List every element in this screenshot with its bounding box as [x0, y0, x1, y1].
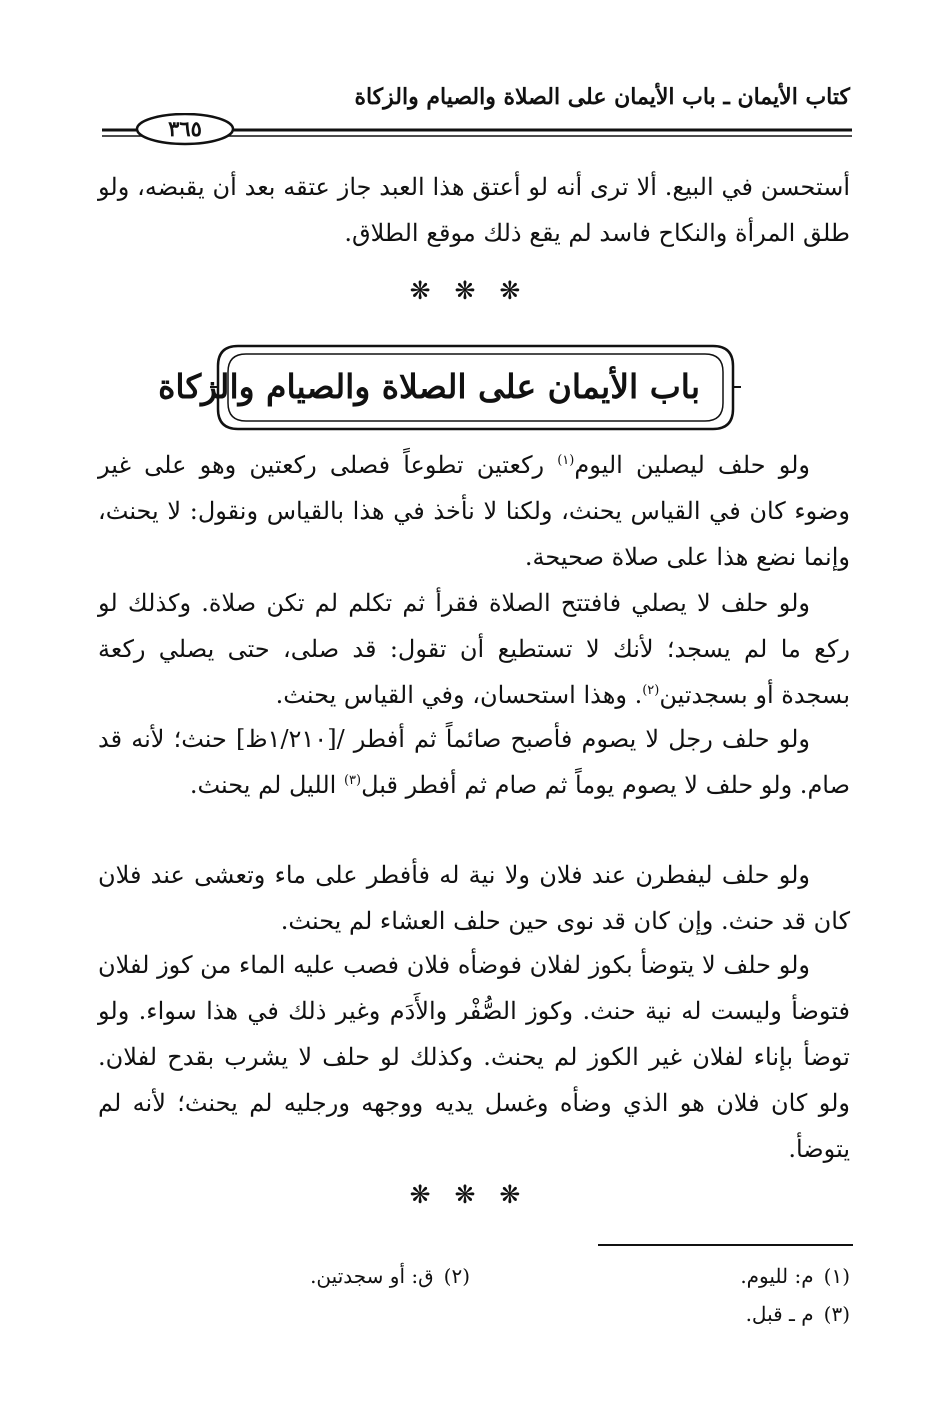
footnote-3 [746, 1300, 850, 1328]
paragraph-3-text-b: الليل لم يحنث. [189, 771, 344, 799]
footnote-ref-1: (١) [557, 453, 575, 468]
paragraph-1 [98, 442, 850, 580]
footnote-ref-2: (٢) [642, 683, 660, 698]
paragraph-1-text-b: ركعتين تطوعاً فصلى ركعتين وهو على غير وضوء كان في القياس يحنث، ولكنا لا نأخذ في هذا بالقياس ونقول: لا يحنث، وإنما نضع هذا على صلاة صحيحة. [98, 451, 850, 571]
footnote-text: ق: أو سجدتين. [310, 1264, 434, 1288]
paragraph-2 [98, 580, 850, 718]
section-separator-ornament: ❋ ❋ ❋ [409, 1180, 529, 1209]
section-separator-ornament: ❋ ❋ ❋ [409, 276, 529, 305]
footnote-number: (٢) [443, 1264, 470, 1288]
paragraph-1-text-a: ولو حلف ليصلين اليوم [574, 451, 810, 479]
paragraph-2-text-a: ولو حلف لا يصلي فافتتح الصلاة فقرأ ثم تكلم لم تكن صلاة. وكذلك لو ركع ما لم يسجد؛ لأنك لا تستطيع أن تقول: قد صلى، حتى يصلي ركعة بسجدة أو بسجدتين [98, 589, 850, 709]
chapter-title: باب الأيمان على الصلاة والصيام والزكاة [158, 367, 700, 406]
footnote-text: م ـ قبل. [745, 1302, 814, 1326]
intro-paragraph: أستحسن في البيع. ألا ترى أنه لو أعتق هذا العبد جاز عتقه بعد أن يقبضه، ولو طلق المرأة والنكاح فاسد لم يقع ذلك موقع الطلاق. [98, 173, 850, 247]
footnote-number: (١) [823, 1264, 850, 1288]
paragraph-2-text-b: . وهذا استحسان، وفي القياس يحنث. [275, 681, 643, 709]
paragraph-5-text: ولو حلف لا يتوضأ بكوز لفلان فوضأه فلان فصب عليه الماء من كوز لفلان فتوضأ وليست له نية حنث. وكوز الصُّفْر والأَدَم وغير ذلك في هذا سواء. ولو توضأ بإناء لفلان غير الكوز لم يحنث. وكذلك لو حلف لا يشرب بقدح لفلان. ولو كان فلان هو الذي وضأه وغسل يديه ووجهه ورجليه لم يحنث؛ لأنه لم يتوضأ. [98, 951, 850, 1163]
footnote-ref-3: (٣) [343, 773, 362, 788]
footnote-number: (٣) [823, 1302, 850, 1326]
paragraph-4 [98, 852, 850, 944]
paragraph-3 [98, 716, 850, 808]
footnote-1 [740, 1262, 850, 1290]
footnote-separator-rule [598, 1244, 853, 1246]
running-header-title: كتاب الأيمان ـ باب الأيمان على الصلاة والصيام والزكاة [354, 84, 850, 110]
footnote-text: م: لليوم. [740, 1264, 814, 1288]
paragraph-4-text: ولو حلف ليفطرن عند فلان ولا نية له فأفطر على ماء وتعشى عند فلان كان قد حنث. وإن كان قد نوى حين حلف العشاء لم يحنث. [98, 861, 850, 935]
paragraph-3-text-a: ولو حلف رجل لا يصوم فأصبح صائماً ثم أفطر /[١/٢١٠ظ] حنث؛ لأنه قد صام. ولو حلف لا يصوم يوماً ثم صام ثم أفطر قبل [98, 725, 850, 799]
page-number: ٣٦٥ [168, 116, 202, 141]
paragraph-5 [98, 942, 850, 1172]
footnote-2 [310, 1262, 470, 1290]
